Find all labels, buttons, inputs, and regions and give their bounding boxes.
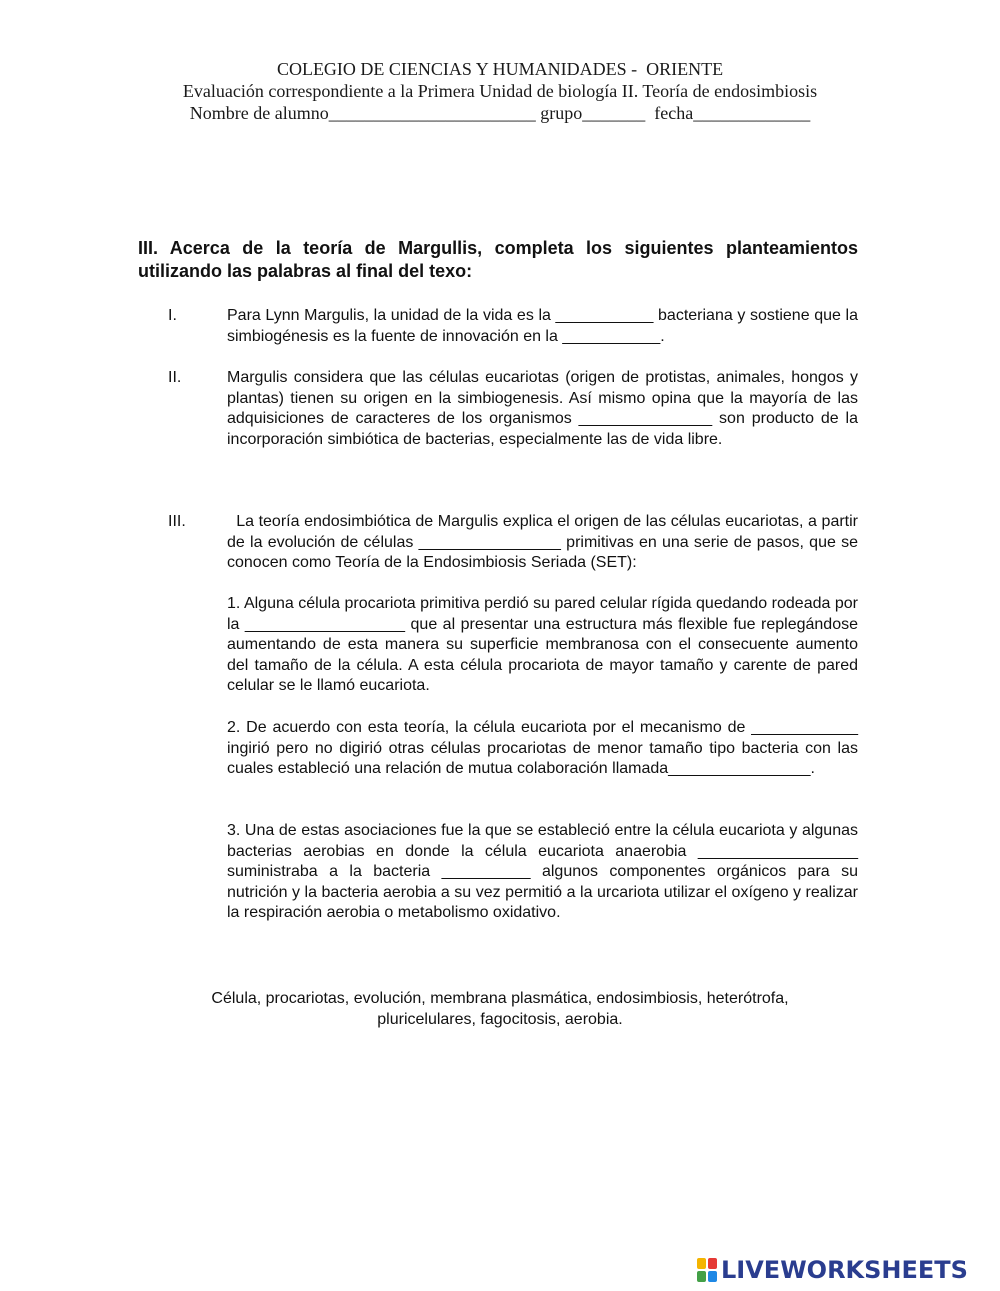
set-step-1: 1. Alguna célula procariota primitiva perdió su pared celular rígida quedando rodeada por la __________________ que al presentar una estructura más flexible fue replegándose aumentando de esta manera su superficie membranosa con el consecuente aumento del tamaño de la célula. A esta célula procariota de mayor tamaño y carente de pared celular se le llamó eucariota. xyxy=(227,595,858,695)
question-number: I. xyxy=(168,307,177,324)
liveworksheets-icon xyxy=(697,1258,719,1282)
question-number: II. xyxy=(168,369,182,386)
evaluation-title: Evaluación correspondiente a la Primera Unidad de biología II. Teoría de endosimbiosis xyxy=(182,81,818,101)
question-item-2 xyxy=(168,368,858,450)
set-step-3: 3. Una de estas asociaciones fue la que se estableció entre la célula eucariota y algunas bacterias aerobias en donde la célula eucariota anaerobia __________________ suministraba a la bacteria __________ algunos componentes orgánicos para su nutrición y la bacteria aerobia a su vez permitió a la urcariota utilizar el oxígeno y realizar la respiración aerobia o metabolismo oxidativo. xyxy=(227,822,858,922)
question-text: Para Lynn Margulis, la unidad de la vida es la ___________ bacteriana y sostiene que la simbiogénesis es la fuente de innovación en la ___________. xyxy=(227,307,858,345)
question-item-3 xyxy=(168,512,863,574)
question-item-1 xyxy=(168,306,858,347)
question-text: La teoría endosimbiótica de Margulis explica el origen de las células eucariotas, a partir de la evolución de células ________________ primitivas en una serie de pasos, que se conocen como Teoría de la Endosimbiosis Seriada (SET): xyxy=(227,513,863,572)
liveworksheets-wordmark: LIVEWORKSHEETS xyxy=(721,1256,968,1284)
word-bank xyxy=(150,988,850,1030)
word-bank-line-2: pluricelulares, fagocitosis, aerobia. xyxy=(377,1011,623,1028)
school-name: COLEGIO DE CIENCIAS Y HUMANIDADES - ORIENTE xyxy=(276,59,724,79)
set-step-2: 2. De acuerdo con esta teoría, la célula eucariota por el mecanismo de ____________ ingirió pero no digirió otras células procariotas de menor tamaño tipo bacteria con las cuales estableció una relación de mutua colaboración llamada________________. xyxy=(227,719,858,778)
question-number: III. xyxy=(168,513,186,530)
question-text: Margulis considera que las células eucariotas (origen de protistas, animales, hongos y plantas) tienen su origen en la simbiogenesis. Así mismo opina que la mayoría de las adquisiciones de caracteres de los organismos _______________ son producto de la incorporación simbiótica de bacterias, especialmente las de vida libre. xyxy=(227,369,858,448)
document-header xyxy=(0,58,1000,124)
liveworksheets-logo xyxy=(697,1256,989,1284)
word-bank-line-1: Célula, procariotas, evolución, membrana plasmática, endosimbiosis, heterótrofa, xyxy=(211,990,789,1007)
section-title: III. Acerca de la teoría de Margullis, completa los siguientes planteamientos utilizando las palabras al final del texo: xyxy=(138,238,858,281)
student-info-line: Nombre de alumno_______________________ grupo_______ fecha_____________ xyxy=(189,103,811,123)
